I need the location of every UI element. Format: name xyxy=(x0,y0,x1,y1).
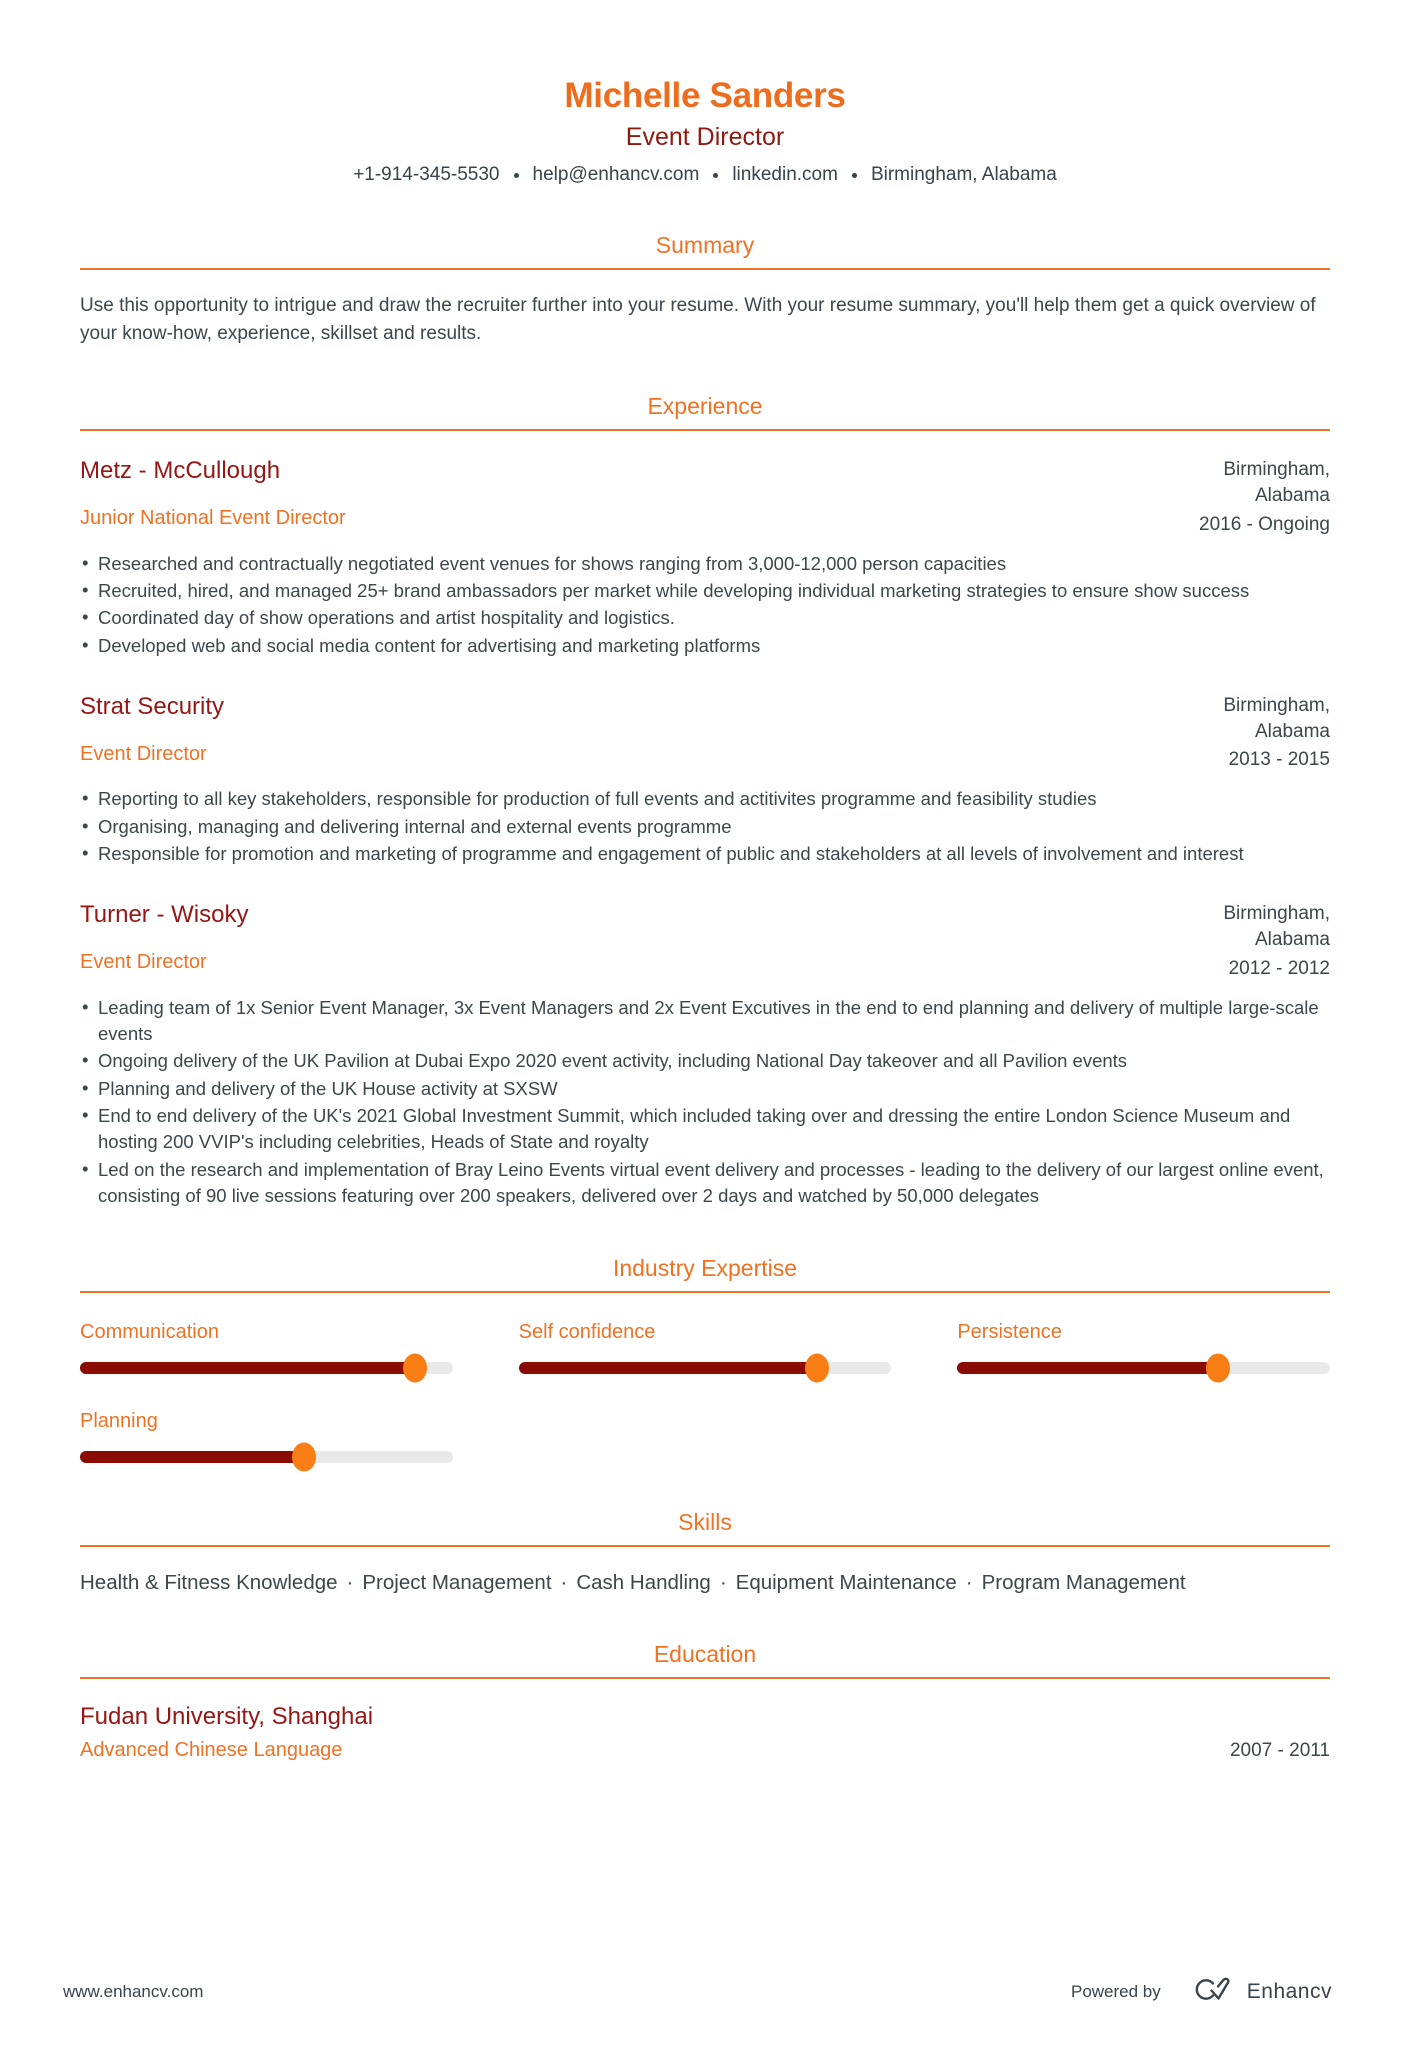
job-entry xyxy=(80,901,1330,1209)
bullet-item: • Researched and contractually negotiated event venues for shows ranging from 3,000-12,000 person capacities xyxy=(80,551,1330,577)
job-location: Birmingham, Alabama xyxy=(1223,459,1330,507)
candidate-name: Michelle Sanders xyxy=(564,76,846,115)
enhancv-website-link[interactable]: www.enhancv.com xyxy=(63,1981,204,2001)
powered-by-label: Powered by xyxy=(1070,1981,1161,2001)
skill-item: Equipment Maintenance xyxy=(735,1571,957,1595)
bullet-item: • Ongoing delivery of the UK Pavilion at Dubai Expo 2020 event activity, including National Day takeover and all Pavilion events xyxy=(80,1048,1330,1074)
job-dates: 2013 - 2015 xyxy=(1228,749,1330,771)
job-right xyxy=(1190,901,1330,982)
skill-item: Project Management xyxy=(362,1571,552,1595)
slider-fill xyxy=(519,1362,817,1374)
expertise-item xyxy=(80,1410,453,1463)
expertise-label: Self confidence xyxy=(518,1321,656,1344)
section-skills xyxy=(80,1509,1330,1595)
bullet-item: • Developed web and social media content for advertising and marketing platforms xyxy=(80,633,1330,659)
job-left xyxy=(80,457,1190,538)
expertise-item xyxy=(957,1321,1330,1374)
education-entry xyxy=(80,1703,1330,1762)
bullet-item: • Recruited, hired, and managed 25+ brand ambassadors per market while developing individual marketing strategies to ensure show success xyxy=(80,578,1330,604)
summary-text: Use this opportunity to intrigue and draw the recruiter further into your resume. With your resume summary, you'll help them get a quick overview of your know-how, experience, skillset and results. xyxy=(80,295,1316,344)
job-role: Junior National Event Director xyxy=(80,507,346,530)
skill-separator: · xyxy=(965,1571,973,1595)
skills-title: Skills xyxy=(678,1509,732,1536)
job-right xyxy=(1190,693,1330,774)
job-bullets xyxy=(80,786,1330,867)
slider-knob xyxy=(805,1354,829,1383)
slider-knob xyxy=(292,1443,316,1472)
dot-separator-icon xyxy=(852,173,857,178)
job-bullets xyxy=(80,995,1330,1209)
skill-item: Program Management xyxy=(981,1571,1186,1595)
contact-email[interactable]: help@enhancv.com xyxy=(532,164,700,185)
job-location: Birmingham, Alabama xyxy=(1223,903,1330,951)
slider-knob xyxy=(403,1354,427,1383)
skill-item: Health & Fitness Knowledge xyxy=(80,1571,338,1595)
degree-name: Advanced Chinese Language xyxy=(80,1739,343,1762)
expertise-slider xyxy=(519,1362,892,1374)
section-divider xyxy=(80,268,1330,270)
company-name: Strat Security xyxy=(80,692,225,720)
slider-knob xyxy=(1206,1354,1230,1383)
expertise-label: Planning xyxy=(80,1410,158,1433)
bullet-item: • Led on the research and implementation of Bray Leino Events virtual event delivery and processes - leading to the delivery of our largest online event, consisting of 90 live sessions featuring over 200 speakers, delivered over 2 days and watched by 50,000 delegates xyxy=(80,1157,1330,1210)
skill-separator: · xyxy=(560,1571,568,1595)
job-dates: 2012 - 2012 xyxy=(1228,957,1330,979)
section-divider xyxy=(80,1545,1330,1547)
page-footer xyxy=(63,1974,1332,2009)
enhancv-brand-name[interactable]: Enhancv xyxy=(1246,1979,1332,2003)
bullet-item: • Leading team of 1x Senior Event Manager, 3x Event Managers and 2x Event Excutives in the end to end planning and delivery of multiple large-scale events xyxy=(80,995,1330,1048)
industry-expertise-title: Industry Expertise xyxy=(612,1255,798,1282)
job-bullets xyxy=(80,551,1330,659)
dot-separator-icon xyxy=(713,173,718,178)
job-dates: 2016 - Ongoing xyxy=(1199,513,1330,535)
education-title: Education xyxy=(653,1641,757,1668)
section-summary xyxy=(80,232,1330,347)
expertise-slider xyxy=(80,1451,453,1463)
bullet-item: • Organising, managing and delivering internal and external events programme xyxy=(80,814,1330,840)
slider-fill xyxy=(80,1451,304,1463)
bullet-item: • Coordinated day of show operations and artist hospitality and logistics. xyxy=(80,605,1330,631)
candidate-title: Event Director xyxy=(625,123,785,151)
expertise-label: Communication xyxy=(80,1321,219,1344)
job-left xyxy=(80,901,1190,982)
expertise-slider xyxy=(80,1362,453,1374)
summary-title: Summary xyxy=(655,232,755,258)
contact-phone: +1-914-345-5530 xyxy=(353,164,500,185)
expertise-grid xyxy=(80,1321,1330,1463)
job-role: Event Director xyxy=(80,951,207,974)
job-header xyxy=(80,693,1330,774)
skill-separator: · xyxy=(719,1571,727,1595)
school-name: Fudan University, Shanghai xyxy=(80,1703,374,1731)
job-right xyxy=(1190,457,1330,538)
bullet-item: • Reporting to all key stakeholders, responsible for production of full events and actitivites programme and feasibility studies xyxy=(80,786,1330,812)
bullet-item: • Responsible for promotion and marketing of programme and engagement of public and stakeholders at all levels of involvement and interest xyxy=(80,841,1330,867)
slider-fill xyxy=(957,1362,1218,1374)
contact-location: Birmingham, Alabama xyxy=(870,164,1057,185)
enhancv-logo-icon[interactable] xyxy=(1187,1974,1233,2009)
skills-list xyxy=(80,1571,1330,1595)
powered-by-group xyxy=(1071,1974,1332,2009)
section-divider xyxy=(80,1291,1330,1293)
experience-title: Experience xyxy=(647,393,763,420)
bullet-item: • End to end delivery of the UK's 2021 Global Investment Summit, which included taking over and dressing the entire London Science Museum and hosting 200 VVIP's including celebrities, Heads of State and royalty xyxy=(80,1103,1330,1156)
contact-line xyxy=(80,164,1330,186)
job-entry xyxy=(80,693,1330,867)
job-header xyxy=(80,457,1330,538)
job-role: Event Director xyxy=(80,742,207,765)
section-experience xyxy=(80,393,1330,1209)
job-header xyxy=(80,901,1330,982)
bullet-item: • Planning and delivery of the UK House activity at SXSW xyxy=(80,1076,1330,1102)
section-divider xyxy=(80,429,1330,431)
skill-item: Cash Handling xyxy=(576,1571,711,1595)
section-education xyxy=(80,1641,1330,1762)
job-left xyxy=(80,693,1190,774)
expertise-item xyxy=(80,1321,453,1374)
skill-separator: · xyxy=(346,1571,354,1595)
company-name: Metz - McCullough xyxy=(80,457,281,485)
job-location: Birmingham, Alabama xyxy=(1223,694,1330,743)
education-dates: 2007 - 2011 xyxy=(1229,1740,1330,1762)
expertise-label: Persistence xyxy=(957,1321,1062,1344)
resume-header xyxy=(80,76,1330,186)
education-row xyxy=(80,1739,1330,1762)
expertise-slider xyxy=(957,1362,1330,1374)
job-entry xyxy=(80,457,1330,659)
section-divider xyxy=(80,1677,1330,1679)
slider-fill xyxy=(80,1362,415,1374)
resume-page xyxy=(0,76,1410,1762)
company-name: Turner - Wisoky xyxy=(80,901,249,929)
contact-linkedin[interactable]: linkedin.com xyxy=(732,164,838,185)
dot-separator-icon xyxy=(514,173,519,178)
section-industry-expertise xyxy=(80,1255,1330,1463)
expertise-item xyxy=(519,1321,892,1374)
